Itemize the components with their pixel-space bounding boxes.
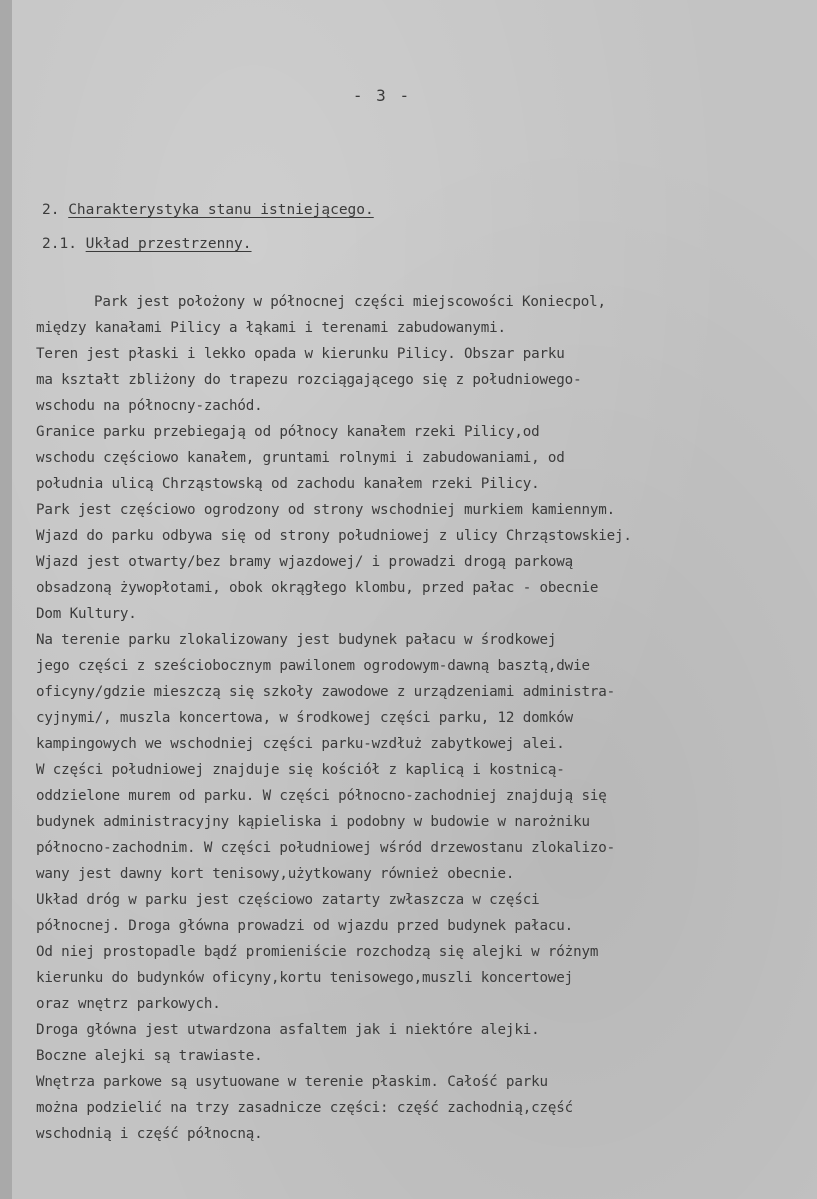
text-line: Granice parku przebiegają od północy kanałem rzeki Pilicy,od	[36, 424, 540, 440]
body-text	[36, 289, 817, 1147]
section-number: 2.	[42, 202, 60, 218]
text-line: wschodu na północny-zachód.	[36, 398, 263, 414]
text-line: wany jest dawny kort tenisowy,użytkowany również obecnie.	[36, 866, 515, 882]
text-line: Park jest częściowo ogrodzony od strony wschodniej murkiem kamiennym.	[36, 502, 616, 518]
text-line: północno-zachodnim. W części południowej wśród drzewostanu zlokalizo-	[36, 840, 616, 856]
subsection-number: 2.1.	[42, 236, 77, 252]
page-number: - 3 -	[352, 86, 412, 105]
text-line: północnej. Droga główna prowadzi od wjazdu przed budynek pałacu.	[36, 918, 574, 934]
text-line: Układ dróg w parku jest częściowo zatarty zwłaszcza w części	[36, 892, 540, 908]
text-line: wschodu częściowo kanałem, gruntami rolnymi i zabudowaniami, od	[36, 450, 565, 466]
text-line: obsadzoną żywopłotami, obok okrągłego klombu, przed pałac - obecnie	[36, 580, 599, 596]
text-line: Od niej prostopadle bądź promieniście rozchodzą się alejki w różnym	[36, 944, 599, 960]
text-line: Wnętrza parkowe są usytuowane w terenie płaskim. Całość parku	[36, 1074, 548, 1090]
text-line: między kanałami Pilicy a łąkami i terenami zabudowanymi.	[36, 320, 506, 336]
text-line: kierunku do budynków oficyny,kortu tenisowego,muszli koncertowej	[36, 970, 574, 986]
text-line: ma kształt zbliżony do trapezu rozciągającego się z południowego-	[36, 372, 582, 388]
text-line: Teren jest płaski i lekko opada w kierunku Pilicy. Obszar parku	[36, 346, 565, 362]
text-line: wschodnią i część północną.	[36, 1126, 263, 1142]
text-line: budynek administracyjny kąpieliska i podobny w budowie w narożniku	[36, 814, 590, 830]
text-line: Boczne alejki są trawiaste.	[36, 1048, 263, 1064]
text-line: Wjazd do parku odbywa się od strony południowej z ulicy Chrząstowskiej.	[36, 528, 632, 544]
text-line: Droga główna jest utwardzona asfaltem jak i niektóre alejki.	[36, 1022, 540, 1038]
text-line: Park jest położony w północnej części miejscowości Koniecpol,	[94, 294, 606, 310]
text-line: Na terenie parku zlokalizowany jest budynek pałacu w środkowej	[36, 632, 557, 648]
text-line: można podzielić na trzy zasadnicze części: część zachodnią,część	[36, 1100, 574, 1116]
text-line: cyjnymi/, muszla koncertowa, w środkowej części parku, 12 domków	[36, 710, 574, 726]
subsection-heading	[42, 236, 252, 252]
text-line: W części południowej znajduje się kościół z kaplicą i kostnicą-	[36, 762, 565, 778]
document-page	[12, 0, 817, 1199]
text-line: oraz wnętrz parkowych.	[36, 996, 221, 1012]
scan-margin	[0, 0, 12, 1199]
section-heading	[42, 202, 374, 218]
text-line: kampingowych we wschodniej części parku-wzdłuż zabytkowej alei.	[36, 736, 565, 752]
text-line: oddzielone murem od parku. W części północno-zachodniej znajdują się	[36, 788, 607, 804]
section-title: Charakterystyka stanu istniejącego.	[68, 202, 374, 218]
text-line: południa ulicą Chrząstowską od zachodu kanałem rzeki Pilicy.	[36, 476, 540, 492]
text-line: jego części z sześciobocznym pawilonem ogrodowym-dawną basztą,dwie	[36, 658, 590, 674]
text-line: Dom Kultury.	[36, 606, 137, 622]
subsection-title: Układ przestrzenny.	[85, 236, 252, 252]
text-line: oficyny/gdzie mieszczą się szkoły zawodowe z urządzeniami administra-	[36, 684, 616, 700]
text-line: Wjazd jest otwarty/bez bramy wjazdowej/ i prowadzi drogą parkową	[36, 554, 574, 570]
